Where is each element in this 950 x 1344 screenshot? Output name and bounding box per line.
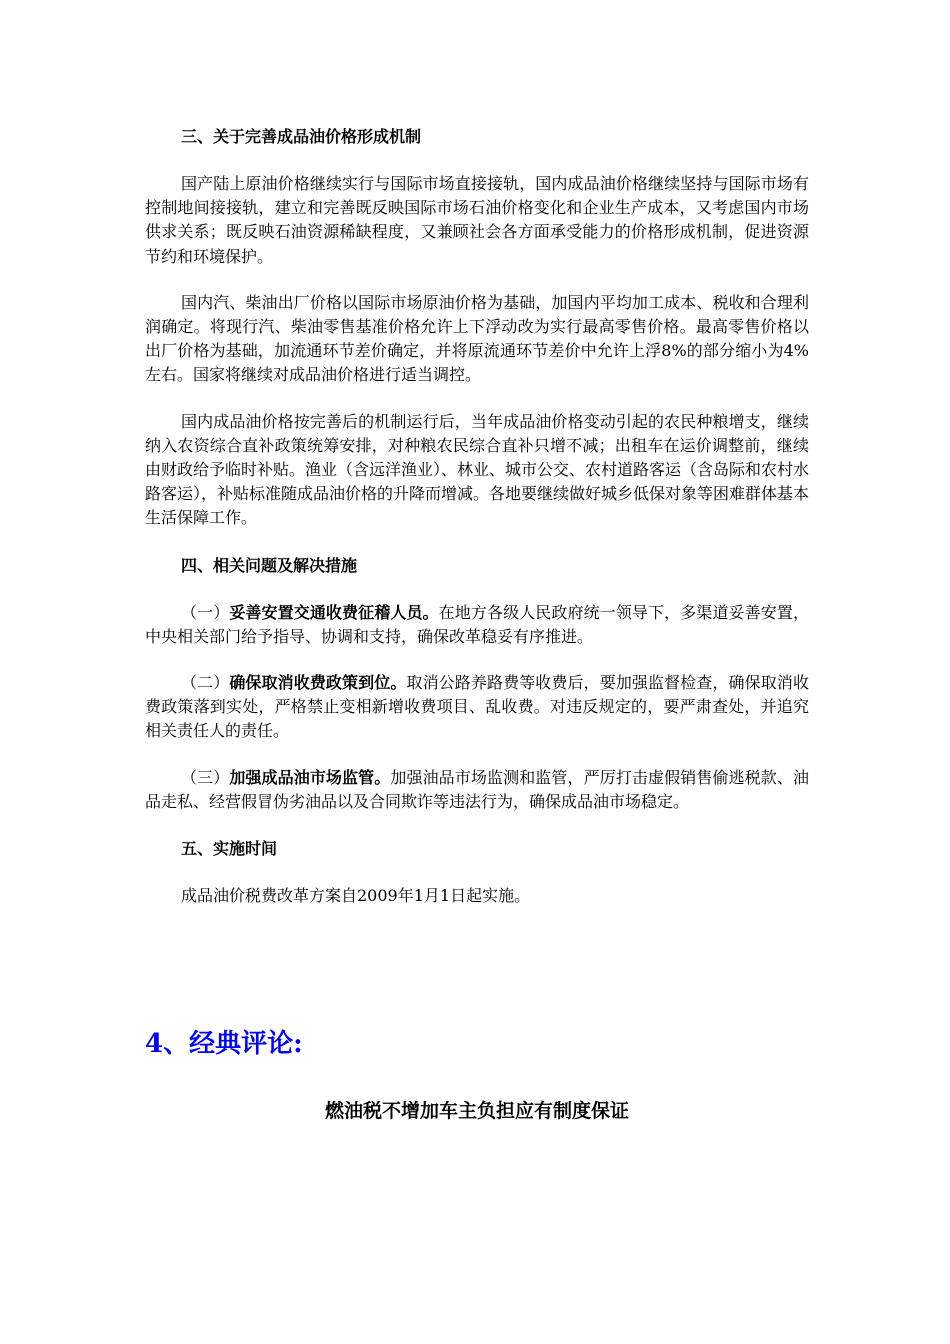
document-body: [145, 124, 809, 930]
item-text: 加强油品市场监测和监管，严厉打击虚假销售偷逃税款、油品走私、经营假冒伪劣油品以及合同欺诈等违法行为，确保成品油市场稳定。: [145, 767, 809, 811]
item-text: 在地方各级人民政府统一领导下，多渠道妥善安置，中央相关部门给予指导、协调和支持，确保改革稳妥有序推进。: [145, 602, 809, 646]
item-text: 取消公路养路费等收费后，要加强监督检查，确保取消收费政策落到实处，严格禁止变相新增收费项目、乱收费。对违反规定的，要严肃查处，并追究相关责任人的责任。: [145, 673, 809, 741]
paragraph: 国内成品油价格按完善后的机制运行后，当年成品油价格变动引起的农民种粮增支，继续纳入农资综合直补政策统筹安排，对种粮农民综合直补只增不减；出租车在运价调整前，继续由财政给予临时补贴。渔业（含远洋渔业）、林业、城市公交、农村道路客运（含岛际和农村水路客运），补贴标准随成品油价格的升降而增减。各地要继续做好城乡低保对象等困难群体基本生活保障工作。: [145, 411, 810, 528]
paragraph: 成品油价税费改革方案自2009年1月1日起实施。: [181, 886, 531, 906]
measure-item-1: [145, 601, 809, 649]
item-bold-title: 确保取消收费政策到位。: [229, 673, 407, 693]
section-heading-5: 五、实施时间: [181, 839, 278, 859]
paragraph: 国内汽、柴油出厂价格以国际市场原油价格为基础，加国内平均加工成本、税收和合理利润确定。将现行汽、柴油零售基准价格允许上下浮动改为实行最高零售价格。最高零售价格以出厂价格为基础，加流通环节差价确定，并将原流通环节差价中允许上浮8%的部分缩小为4%左右。国家将继续对成品油价格进行适当调控。: [145, 292, 809, 385]
section-heading-3: 三、关于完善成品油价格形成机制: [181, 127, 422, 146]
item-bold-title: 妥善安置交通收费征稽人员。: [229, 602, 439, 622]
item-prefix: （一）: [181, 602, 230, 622]
item-prefix: （三）: [181, 767, 230, 787]
paragraph: 国产陆上原油价格继续实行与国际市场直接接轨，国内成品油价格继续坚持与国际市场有控制地间接接轨，建立和完善既反映国际市场石油价格变化和企业生产成本，又考虑国内市场供求关系；既反映石油资源稀缺程度，又兼顾社会各方面承受能力的价格形成机制，促进资源节约和环境保护。: [145, 174, 809, 266]
measure-item-3: [145, 766, 809, 814]
item-prefix: （二）: [181, 673, 230, 693]
section-heading-4: 四、相关问题及解决措施: [181, 555, 358, 575]
section-title: 4、经典评论:: [145, 1029, 303, 1059]
article-title: 燃油税不增加车主负担应有制度保证: [324, 1100, 629, 1122]
measure-item-2: [145, 671, 809, 744]
item-bold-title: 加强成品油市场监管。: [229, 767, 391, 787]
